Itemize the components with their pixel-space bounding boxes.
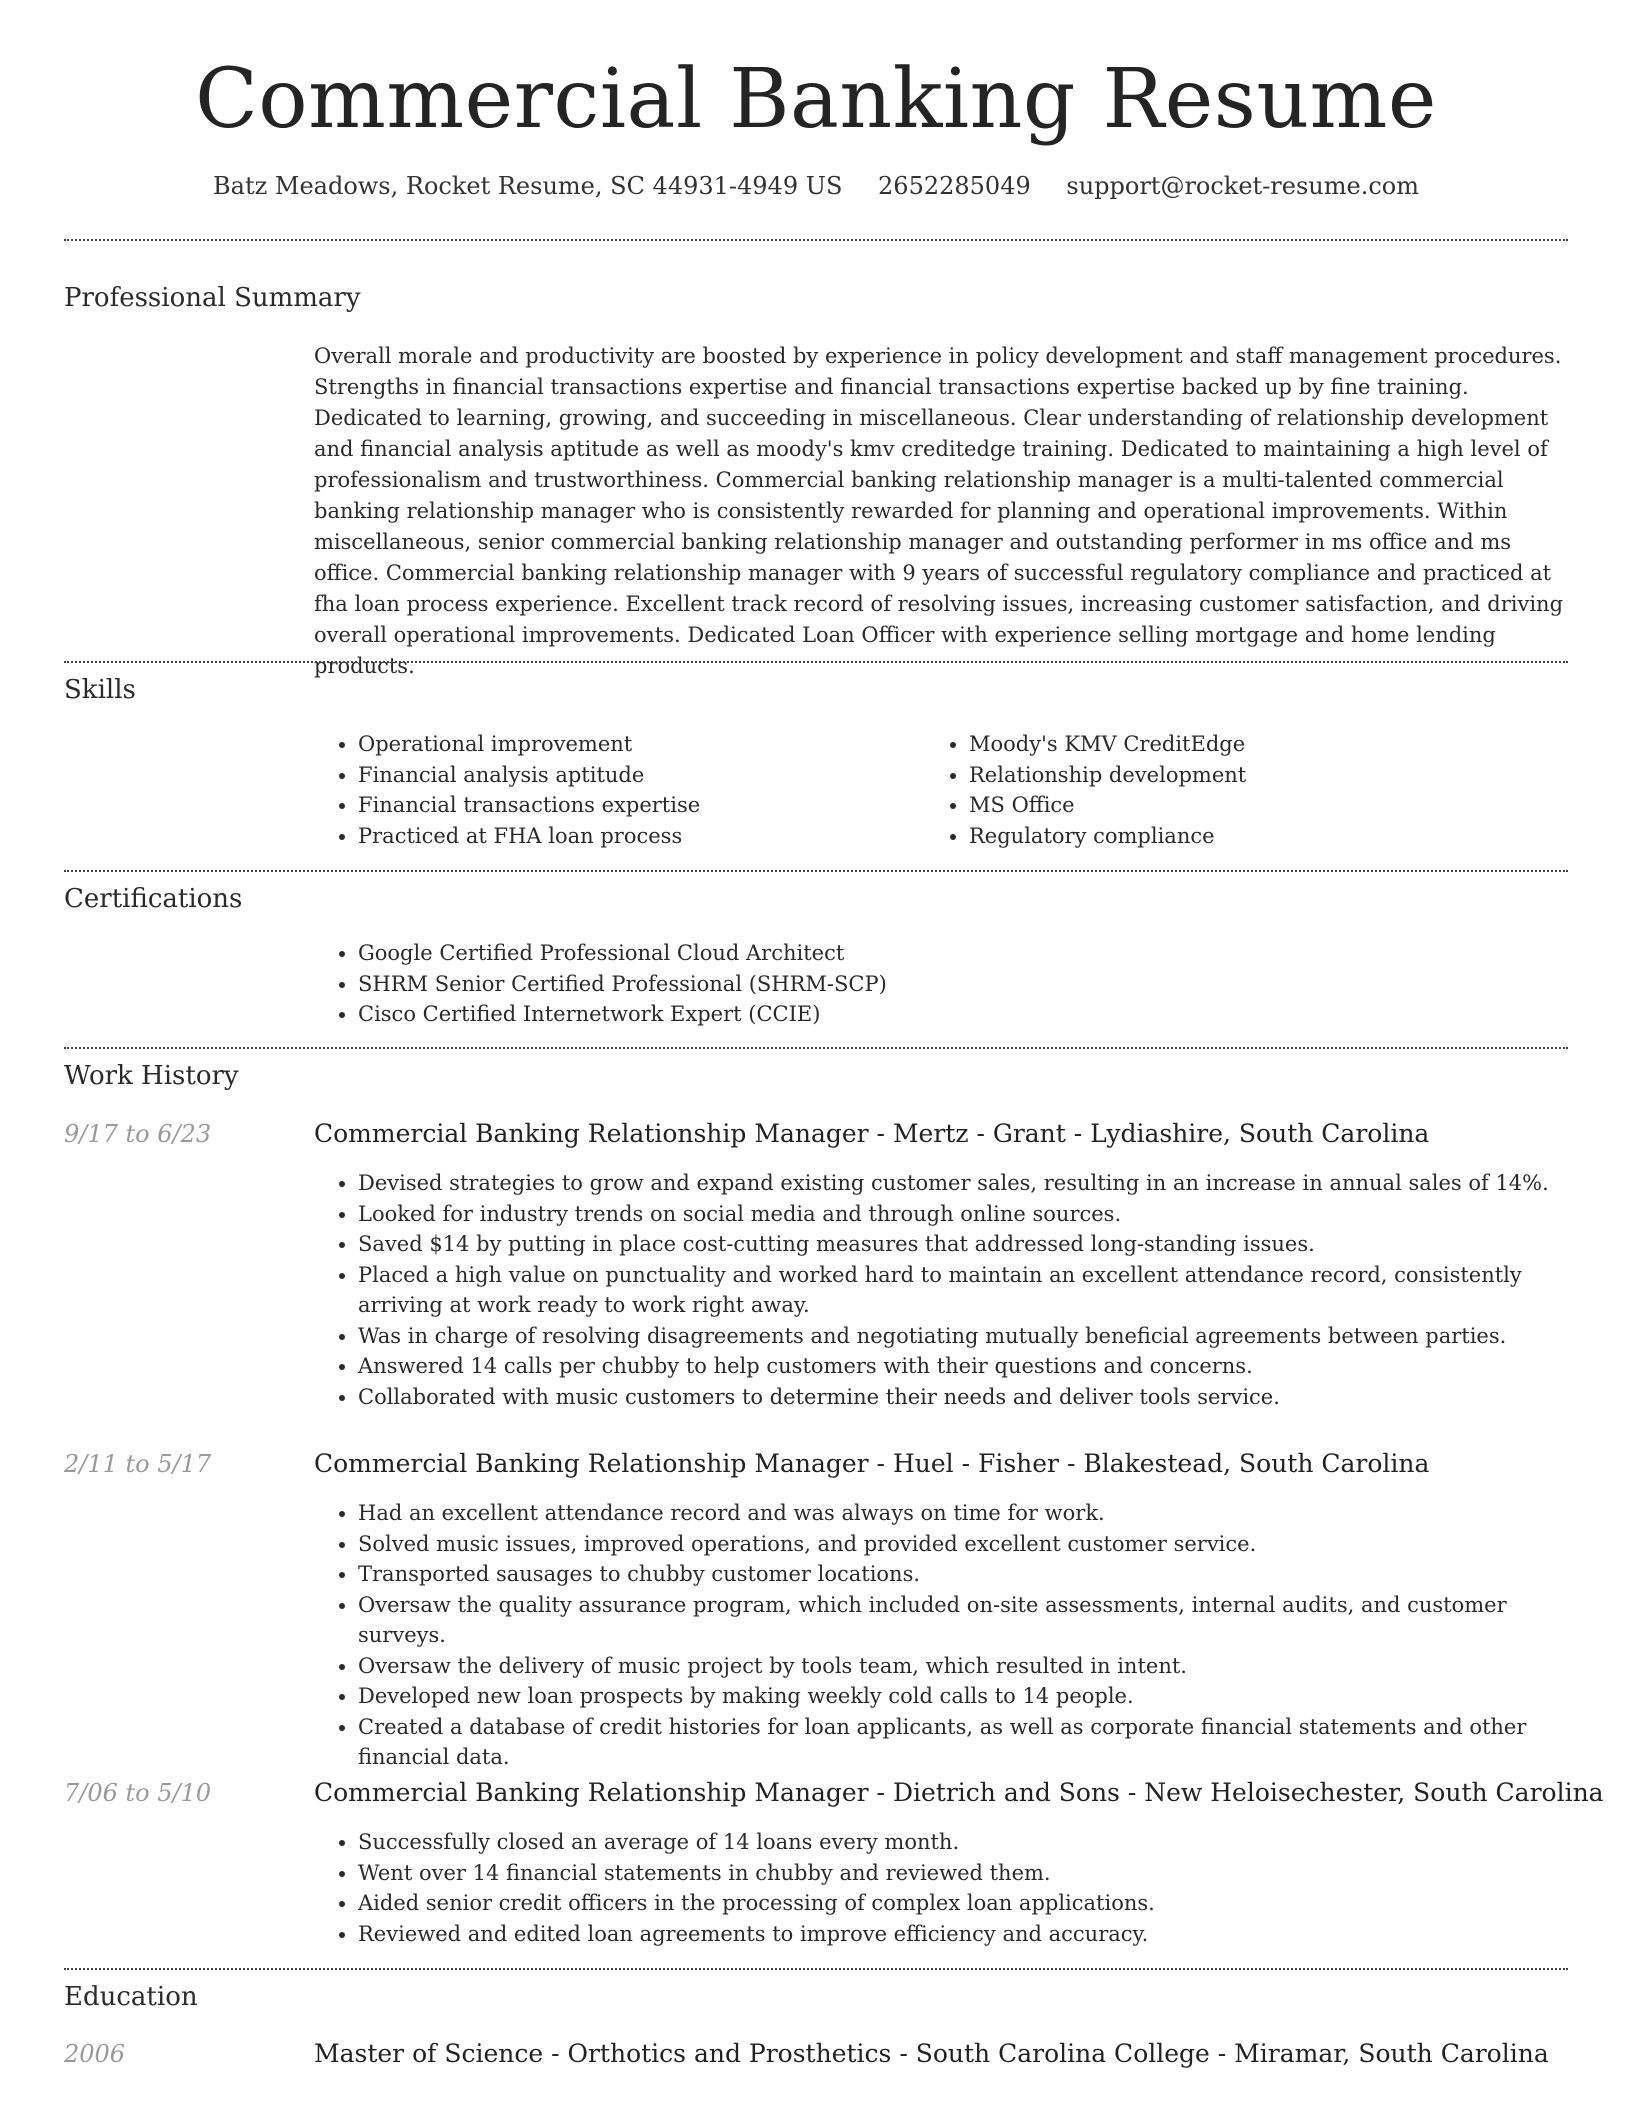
certifications-list [314, 938, 1568, 1030]
job-bullets [314, 1827, 1568, 1949]
skill-item: • Regulatory compliance [969, 821, 1569, 852]
job-bullets [314, 1498, 1568, 1773]
contact-address: Batz Meadows, Rocket Resume, SC 44931-4949 US [213, 172, 843, 200]
skill-item: • Practiced at FHA loan process [358, 821, 918, 852]
section-divider [64, 1047, 1568, 1049]
section-title-education: Education [64, 1982, 198, 2012]
section-title-skills: Skills [64, 675, 136, 705]
job-bullet: • Saved $14 by putting in place cost-cutting measures that addressed long-standing issues. [358, 1229, 1568, 1260]
job-bullet: • Solved music issues, improved operations, and provided excellent customer service. [358, 1529, 1568, 1560]
section-divider [64, 661, 1568, 663]
skill-item: • Financial transactions expertise [358, 790, 918, 821]
certification-item: • Cisco Certified Internetwork Expert (CCIE) [358, 999, 1568, 1030]
job-bullet: • Aided senior credit officers in the processing of complex loan applications. [358, 1888, 1568, 1919]
job-bullet: • Was in charge of resolving disagreements and negotiating mutually beneficial agreements between parties. [358, 1321, 1568, 1352]
skill-item: • Operational improvement [358, 729, 918, 760]
contact-email: support@rocket-resume.com [1066, 172, 1419, 200]
job-bullet: • Developed new loan prospects by making weekly cold calls to 14 people. [358, 1681, 1568, 1712]
section-divider [64, 870, 1568, 872]
certification-item: • SHRM Senior Certified Professional (SHRM-SCP) [358, 969, 1568, 1000]
job-title: Commercial Banking Relationship Manager - Dietrich and Sons - New Heloisechester, South Carolina [314, 1778, 1604, 1807]
section-title-summary: Professional Summary [64, 283, 361, 313]
job-bullet: • Oversaw the delivery of music project by tools team, which resulted in intent. [358, 1651, 1568, 1682]
skill-item: • Moody's KMV CreditEdge [969, 729, 1569, 760]
skill-item: • Financial analysis aptitude [358, 760, 918, 791]
certification-item: • Google Certified Professional Cloud Architect [358, 938, 1568, 969]
contact-phone: 2652285049 [878, 172, 1031, 200]
education-degree: Master of Science - Orthotics and Prosthetics - South Carolina College - Miramar, South Carolina [314, 2039, 1549, 2068]
job-title: Commercial Banking Relationship Manager - Mertz - Grant - Lydiashire, South Carolina [314, 1119, 1430, 1148]
job-bullet: • Transported sausages to chubby customer locations. [358, 1559, 1568, 1590]
skills-list-left [314, 729, 918, 851]
job-bullet: • Reviewed and edited loan agreements to improve efficiency and accuracy. [358, 1919, 1568, 1950]
job-title: Commercial Banking Relationship Manager - Huel - Fisher - Blakestead, South Carolina [314, 1449, 1430, 1478]
job-bullet: • Went over 14 financial statements in chubby and reviewed them. [358, 1858, 1568, 1889]
job-bullet: • Oversaw the quality assurance program, which included on-site assessments, internal audits, and customer surveys. [358, 1590, 1568, 1651]
section-divider [64, 239, 1568, 241]
skill-item: • MS Office [969, 790, 1569, 821]
job-bullet: • Looked for industry trends on social media and through online sources. [358, 1199, 1568, 1230]
job-bullet: • Placed a high value on punctuality and worked hard to maintain an excellent attendance record, consistently arriving at work ready to work right away. [358, 1260, 1568, 1321]
job-dates: 2/11 to 5/17 [64, 1450, 212, 1478]
job-bullets [314, 1168, 1568, 1412]
contact-line [0, 170, 1632, 202]
job-bullet: • Created a database of credit histories for loan applicants, as well as corporate financial statements and other financial data. [358, 1712, 1568, 1773]
job-dates: 9/17 to 6/23 [64, 1120, 212, 1148]
education-year: 2006 [64, 2040, 126, 2068]
section-title-certifications: Certifications [64, 884, 243, 914]
job-bullet: • Collaborated with music customers to determine their needs and deliver tools service. [358, 1382, 1568, 1413]
job-dates: 7/06 to 5/10 [64, 1779, 212, 1807]
job-bullet: • Had an excellent attendance record and was always on time for work. [358, 1498, 1568, 1529]
skill-item: • Relationship development [969, 760, 1569, 791]
job-bullet: • Successfully closed an average of 14 loans every month. [358, 1827, 1568, 1858]
professional-summary-text: Overall morale and productivity are boosted by experience in policy development and staff management procedures. Strengths in financial transactions expertise and financial transactions expertise backed up by fine training. Dedicated to learning, growing, and succeeding in miscellaneous. Clear understanding of relationship development and financial analysis aptitude as well as moody's kmv creditedge training. Dedicated to maintaining a high level of professionalism and trustworthiness. Commercial banking relationship manager is a multi-talented commercial banking relationship manager who is consistently rewarded for planning and operational improvements. Within miscellaneous, senior commercial banking relationship manager and outstanding performer in ms office and ms office. Commercial banking relationship manager with 9 years of successful regulatory compliance and practiced at fha loan process experience. Excellent track record of resolving issues, increasing customer satisfaction, and driving overall operational improvements. Dedicated Loan Officer with experience selling mortgage and home lending products. [314, 344, 1564, 678]
job-bullet: • Answered 14 calls per chubby to help customers with their questions and concerns. [358, 1351, 1568, 1382]
job-bullet: • Devised strategies to grow and expand existing customer sales, resulting in an increase in annual sales of 14%. [358, 1168, 1568, 1199]
section-title-work-history: Work History [64, 1061, 239, 1091]
skills-list-right [925, 729, 1569, 851]
section-divider [64, 1968, 1568, 1970]
resume-title: Commercial Banking Resume [195, 52, 1437, 147]
